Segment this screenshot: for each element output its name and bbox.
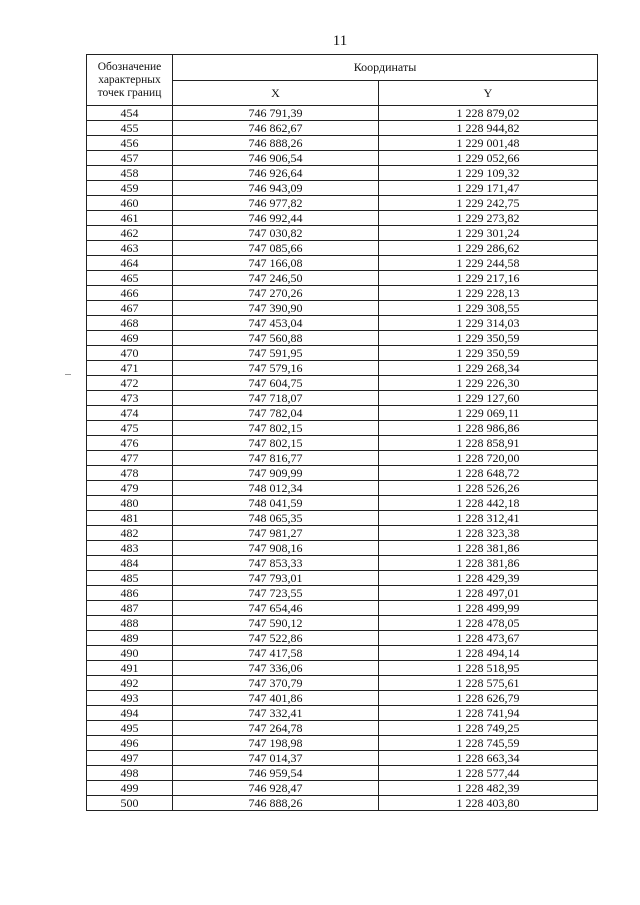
table-row xyxy=(87,301,598,316)
point-id-cell: 489 xyxy=(87,631,173,646)
table-row xyxy=(87,181,598,196)
point-id-cell: 497 xyxy=(87,751,173,766)
y-coordinate-cell: 1 229 052,66 xyxy=(379,151,598,166)
y-coordinate-cell: 1 229 242,75 xyxy=(379,196,598,211)
table-row xyxy=(87,631,598,646)
table-row xyxy=(87,211,598,226)
x-coordinate-cell: 747 654,46 xyxy=(173,601,379,616)
table-row xyxy=(87,661,598,676)
table-row xyxy=(87,241,598,256)
x-coordinate-cell: 747 782,04 xyxy=(173,406,379,421)
point-id-cell: 481 xyxy=(87,511,173,526)
x-coordinate-cell: 747 522,86 xyxy=(173,631,379,646)
table-row xyxy=(87,106,598,121)
x-coordinate-cell: 746 977,82 xyxy=(173,196,379,211)
y-coordinate-cell: 1 228 858,91 xyxy=(379,436,598,451)
point-id-cell: 469 xyxy=(87,331,173,346)
x-coordinate-cell: 747 981,27 xyxy=(173,526,379,541)
point-id-cell: 475 xyxy=(87,421,173,436)
y-coordinate-cell: 1 229 171,47 xyxy=(379,181,598,196)
point-id-cell: 465 xyxy=(87,271,173,286)
y-header: Y xyxy=(379,80,598,106)
x-coordinate-cell: 747 590,12 xyxy=(173,616,379,631)
table-row xyxy=(87,616,598,631)
point-id-cell: 464 xyxy=(87,256,173,271)
y-coordinate-cell: 1 228 494,14 xyxy=(379,646,598,661)
table-row xyxy=(87,166,598,181)
table-row xyxy=(87,526,598,541)
table-row xyxy=(87,121,598,136)
x-coordinate-cell: 747 401,86 xyxy=(173,691,379,706)
point-id-cell: 492 xyxy=(87,676,173,691)
y-coordinate-cell: 1 229 301,24 xyxy=(379,226,598,241)
y-coordinate-cell: 1 229 001,48 xyxy=(379,136,598,151)
x-coordinate-cell: 748 065,35 xyxy=(173,511,379,526)
table-row xyxy=(87,151,598,166)
point-id-cell: 457 xyxy=(87,151,173,166)
point-id-cell: 477 xyxy=(87,451,173,466)
point-id-cell: 456 xyxy=(87,136,173,151)
y-coordinate-cell: 1 228 577,44 xyxy=(379,766,598,781)
y-coordinate-cell: 1 228 403,80 xyxy=(379,796,598,811)
y-coordinate-cell: 1 228 749,25 xyxy=(379,721,598,736)
y-coordinate-cell: 1 228 720,00 xyxy=(379,451,598,466)
table-row xyxy=(87,451,598,466)
y-coordinate-cell: 1 229 314,03 xyxy=(379,316,598,331)
x-coordinate-cell: 747 332,41 xyxy=(173,706,379,721)
x-coordinate-cell: 747 909,99 xyxy=(173,466,379,481)
point-id-cell: 484 xyxy=(87,556,173,571)
x-coordinate-cell: 747 336,06 xyxy=(173,661,379,676)
table-row xyxy=(87,391,598,406)
y-coordinate-cell: 1 228 442,18 xyxy=(379,496,598,511)
point-id-cell: 478 xyxy=(87,466,173,481)
table-row xyxy=(87,436,598,451)
table-row xyxy=(87,421,598,436)
x-coordinate-cell: 747 802,15 xyxy=(173,421,379,436)
x-coordinate-cell: 747 246,50 xyxy=(173,271,379,286)
table-row xyxy=(87,136,598,151)
y-coordinate-cell: 1 228 648,72 xyxy=(379,466,598,481)
x-coordinate-cell: 747 853,33 xyxy=(173,556,379,571)
x-coordinate-cell: 747 030,82 xyxy=(173,226,379,241)
point-id-cell: 474 xyxy=(87,406,173,421)
y-coordinate-cell: 1 229 350,59 xyxy=(379,331,598,346)
x-coordinate-cell: 747 718,07 xyxy=(173,391,379,406)
table-row xyxy=(87,346,598,361)
table-row xyxy=(87,466,598,481)
table-header xyxy=(87,55,598,106)
point-id-cell: 485 xyxy=(87,571,173,586)
point-id-cell: 461 xyxy=(87,211,173,226)
x-coordinate-cell: 746 959,54 xyxy=(173,766,379,781)
y-coordinate-cell: 1 228 323,38 xyxy=(379,526,598,541)
page-number: 11 xyxy=(332,33,348,49)
point-id-cell: 470 xyxy=(87,346,173,361)
y-coordinate-cell: 1 228 626,79 xyxy=(379,691,598,706)
point-id-cell: 462 xyxy=(87,226,173,241)
y-coordinate-cell: 1 229 273,82 xyxy=(379,211,598,226)
x-coordinate-cell: 747 723,55 xyxy=(173,586,379,601)
x-coordinate-cell: 746 888,26 xyxy=(173,136,379,151)
y-coordinate-cell: 1 229 228,13 xyxy=(379,286,598,301)
table-row xyxy=(87,556,598,571)
point-id-cell: 483 xyxy=(87,541,173,556)
x-coordinate-cell: 747 816,77 xyxy=(173,451,379,466)
point-id-cell: 493 xyxy=(87,691,173,706)
x-coordinate-cell: 747 270,26 xyxy=(173,286,379,301)
table-row xyxy=(87,721,598,736)
y-coordinate-cell: 1 228 312,41 xyxy=(379,511,598,526)
point-id-cell: 467 xyxy=(87,301,173,316)
x-coordinate-cell: 747 264,78 xyxy=(173,721,379,736)
table-row xyxy=(87,586,598,601)
y-coordinate-cell: 1 228 745,59 xyxy=(379,736,598,751)
x-coordinate-cell: 747 604,75 xyxy=(173,376,379,391)
table-row xyxy=(87,766,598,781)
table-row xyxy=(87,331,598,346)
x-coordinate-cell: 747 014,37 xyxy=(173,751,379,766)
y-coordinate-cell: 1 228 482,39 xyxy=(379,781,598,796)
point-id-cell: 466 xyxy=(87,286,173,301)
table-row xyxy=(87,196,598,211)
table-row xyxy=(87,271,598,286)
x-coordinate-cell: 747 802,15 xyxy=(173,436,379,451)
y-coordinate-cell: 1 228 429,39 xyxy=(379,571,598,586)
y-coordinate-cell: 1 229 244,58 xyxy=(379,256,598,271)
point-id-cell: 463 xyxy=(87,241,173,256)
point-id-cell: 479 xyxy=(87,481,173,496)
point-id-cell: 480 xyxy=(87,496,173,511)
x-coordinate-cell: 747 579,16 xyxy=(173,361,379,376)
table-row xyxy=(87,736,598,751)
point-id-cell: 468 xyxy=(87,316,173,331)
point-id-cell: 454 xyxy=(87,106,173,121)
point-id-cell: 498 xyxy=(87,766,173,781)
x-coordinate-cell: 746 906,54 xyxy=(173,151,379,166)
table-row xyxy=(87,601,598,616)
y-coordinate-cell: 1 229 217,16 xyxy=(379,271,598,286)
point-id-cell: 476 xyxy=(87,436,173,451)
point-id-cell: 471 xyxy=(87,361,173,376)
y-coordinate-cell: 1 229 109,32 xyxy=(379,166,598,181)
x-coordinate-cell: 747 908,16 xyxy=(173,541,379,556)
point-id-cell: 500 xyxy=(87,796,173,811)
x-coordinate-cell: 746 928,47 xyxy=(173,781,379,796)
x-coordinate-cell: 746 926,64 xyxy=(173,166,379,181)
stray-mark xyxy=(65,374,71,375)
table-row xyxy=(87,226,598,241)
y-coordinate-cell: 1 228 499,99 xyxy=(379,601,598,616)
coordinates-table xyxy=(86,54,598,811)
table-body xyxy=(87,106,598,811)
x-coordinate-cell: 747 198,98 xyxy=(173,736,379,751)
x-coordinate-cell: 746 943,09 xyxy=(173,181,379,196)
table-row xyxy=(87,646,598,661)
x-coordinate-cell: 746 791,39 xyxy=(173,106,379,121)
point-id-cell: 486 xyxy=(87,586,173,601)
table-row xyxy=(87,376,598,391)
x-coordinate-cell: 747 591,95 xyxy=(173,346,379,361)
table-row xyxy=(87,406,598,421)
y-coordinate-cell: 1 228 381,86 xyxy=(379,541,598,556)
y-coordinate-cell: 1 228 663,34 xyxy=(379,751,598,766)
point-id-cell: 459 xyxy=(87,181,173,196)
point-id-cell: 472 xyxy=(87,376,173,391)
x-coordinate-cell: 748 012,34 xyxy=(173,481,379,496)
point-label-header: Обозначение характерных точек границ xyxy=(87,55,173,106)
y-coordinate-cell: 1 229 308,55 xyxy=(379,301,598,316)
x-coordinate-cell: 747 793,01 xyxy=(173,571,379,586)
y-coordinate-cell: 1 229 350,59 xyxy=(379,346,598,361)
table-row xyxy=(87,316,598,331)
point-id-cell: 473 xyxy=(87,391,173,406)
point-id-cell: 495 xyxy=(87,721,173,736)
y-coordinate-cell: 1 228 473,67 xyxy=(379,631,598,646)
y-coordinate-cell: 1 228 986,86 xyxy=(379,421,598,436)
table-row xyxy=(87,706,598,721)
table-row xyxy=(87,781,598,796)
table-row xyxy=(87,691,598,706)
table-row xyxy=(87,571,598,586)
table-row xyxy=(87,541,598,556)
point-id-cell: 496 xyxy=(87,736,173,751)
y-coordinate-cell: 1 228 944,82 xyxy=(379,121,598,136)
point-id-cell: 460 xyxy=(87,196,173,211)
table-row xyxy=(87,796,598,811)
x-coordinate-cell: 747 370,79 xyxy=(173,676,379,691)
point-id-cell: 487 xyxy=(87,601,173,616)
table-row xyxy=(87,496,598,511)
y-coordinate-cell: 1 229 226,30 xyxy=(379,376,598,391)
x-coordinate-cell: 747 560,88 xyxy=(173,331,379,346)
y-coordinate-cell: 1 228 478,05 xyxy=(379,616,598,631)
point-id-cell: 491 xyxy=(87,661,173,676)
point-id-cell: 490 xyxy=(87,646,173,661)
y-coordinate-cell: 1 229 127,60 xyxy=(379,391,598,406)
table-row xyxy=(87,256,598,271)
y-coordinate-cell: 1 229 286,62 xyxy=(379,241,598,256)
point-id-cell: 482 xyxy=(87,526,173,541)
x-coordinate-cell: 748 041,59 xyxy=(173,496,379,511)
point-id-cell: 499 xyxy=(87,781,173,796)
y-coordinate-cell: 1 228 381,86 xyxy=(379,556,598,571)
x-coordinate-cell: 747 390,90 xyxy=(173,301,379,316)
point-id-cell: 455 xyxy=(87,121,173,136)
y-coordinate-cell: 1 229 069,11 xyxy=(379,406,598,421)
x-coordinate-cell: 747 085,66 xyxy=(173,241,379,256)
table-row xyxy=(87,751,598,766)
table-row xyxy=(87,511,598,526)
point-id-cell: 458 xyxy=(87,166,173,181)
y-coordinate-cell: 1 228 741,94 xyxy=(379,706,598,721)
x-coordinate-cell: 747 417,58 xyxy=(173,646,379,661)
y-coordinate-cell: 1 228 518,95 xyxy=(379,661,598,676)
y-coordinate-cell: 1 229 268,34 xyxy=(379,361,598,376)
table-row xyxy=(87,361,598,376)
point-id-cell: 488 xyxy=(87,616,173,631)
x-header: X xyxy=(173,80,379,106)
table-row xyxy=(87,286,598,301)
x-coordinate-cell: 746 862,67 xyxy=(173,121,379,136)
point-id-cell: 494 xyxy=(87,706,173,721)
y-coordinate-cell: 1 228 879,02 xyxy=(379,106,598,121)
coordinates-header: Координаты xyxy=(173,55,598,81)
x-coordinate-cell: 746 992,44 xyxy=(173,211,379,226)
table-row xyxy=(87,676,598,691)
table-row xyxy=(87,481,598,496)
y-coordinate-cell: 1 228 497,01 xyxy=(379,586,598,601)
x-coordinate-cell: 747 166,08 xyxy=(173,256,379,271)
x-coordinate-cell: 746 888,26 xyxy=(173,796,379,811)
y-coordinate-cell: 1 228 575,61 xyxy=(379,676,598,691)
x-coordinate-cell: 747 453,04 xyxy=(173,316,379,331)
y-coordinate-cell: 1 228 526,26 xyxy=(379,481,598,496)
